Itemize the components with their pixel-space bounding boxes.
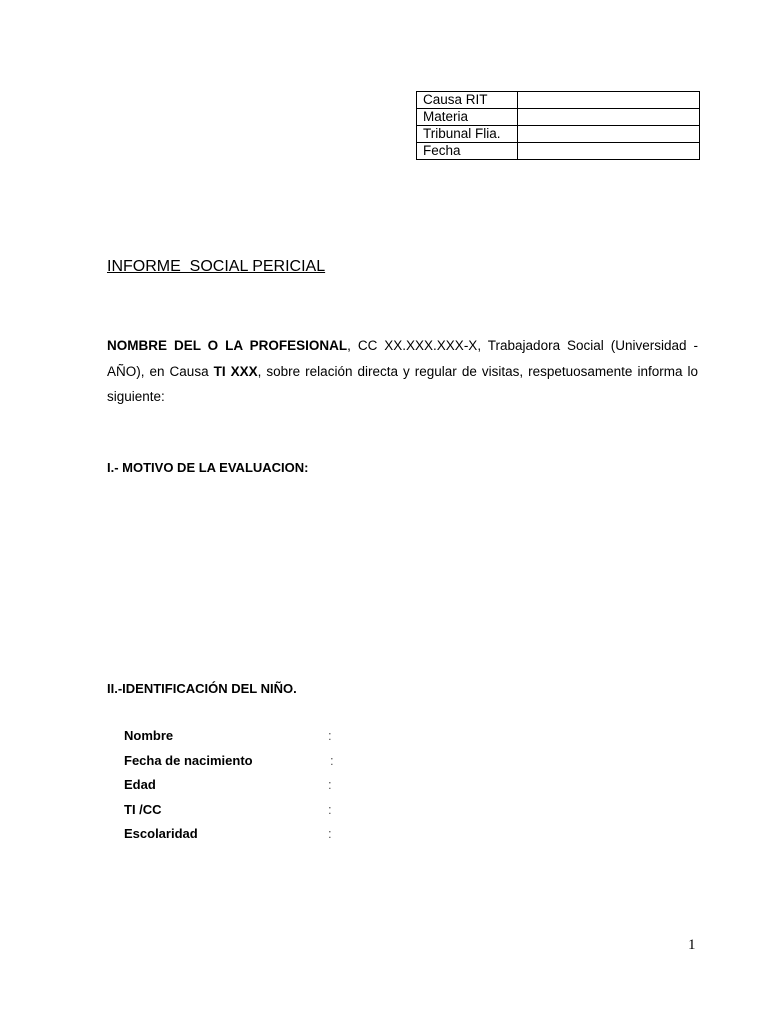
case-value-fecha	[518, 143, 700, 160]
case-label-fecha: Fecha	[417, 143, 518, 160]
case-value-materia	[518, 109, 700, 126]
cause-code: TI XXX	[213, 363, 258, 379]
page-number: 1	[688, 937, 696, 953]
field-label-edad: Edad	[124, 777, 156, 792]
field-separator-ti-cc: :	[328, 801, 332, 817]
field-row-nombre	[124, 728, 424, 753]
field-separator-escolaridad: :	[328, 826, 332, 841]
intro-text-part-2: , sobre relación directa y regular de visitas, respetuosamente informa lo siguiente:	[107, 363, 698, 404]
field-row-escolaridad	[124, 826, 424, 851]
child-identification-fields	[124, 728, 424, 851]
case-label-materia: Materia	[417, 109, 518, 126]
case-row-materia	[417, 109, 700, 126]
case-label-tribunal: Tribunal Flia.	[417, 126, 518, 143]
field-row-ti-cc	[124, 802, 424, 827]
case-info-table	[416, 91, 700, 160]
field-label-escolaridad: Escolaridad	[124, 826, 198, 841]
document-title: INFORME SOCIAL PERICIAL	[107, 258, 326, 275]
case-row-fecha	[417, 143, 700, 160]
case-value-causa-rit	[518, 92, 700, 109]
field-row-fecha-nacimiento	[124, 753, 424, 778]
intro-text-part-1: , CC XX.XXX.XXX-X, Trabajadora Social (Universidad - AÑO), en Causa	[107, 338, 698, 379]
field-row-edad	[124, 777, 424, 802]
field-label-nombre: Nombre	[124, 728, 174, 743]
field-separator-nombre: :	[328, 728, 332, 743]
section-heading-motivo: I.- MOTIVO DE LA EVALUACION:	[107, 460, 309, 475]
section-heading-identificacion: II.-IDENTIFICACIÓN DEL NIÑO.	[107, 681, 297, 696]
field-label-fecha-nacimiento: Fecha de nacimiento	[124, 752, 253, 768]
intro-paragraph	[107, 333, 698, 410]
case-value-tribunal	[518, 126, 700, 143]
case-row-tribunal	[417, 126, 700, 143]
case-row-causa-rit	[417, 92, 700, 109]
professional-name: NOMBRE DEL O LA PROFESIONAL	[107, 338, 348, 353]
field-label-ti-cc: TI /CC	[124, 801, 162, 817]
field-separator-edad: :	[328, 777, 332, 792]
case-label-causa-rit: Causa RIT	[417, 92, 518, 109]
field-separator-fecha-nacimiento: :	[330, 752, 334, 768]
